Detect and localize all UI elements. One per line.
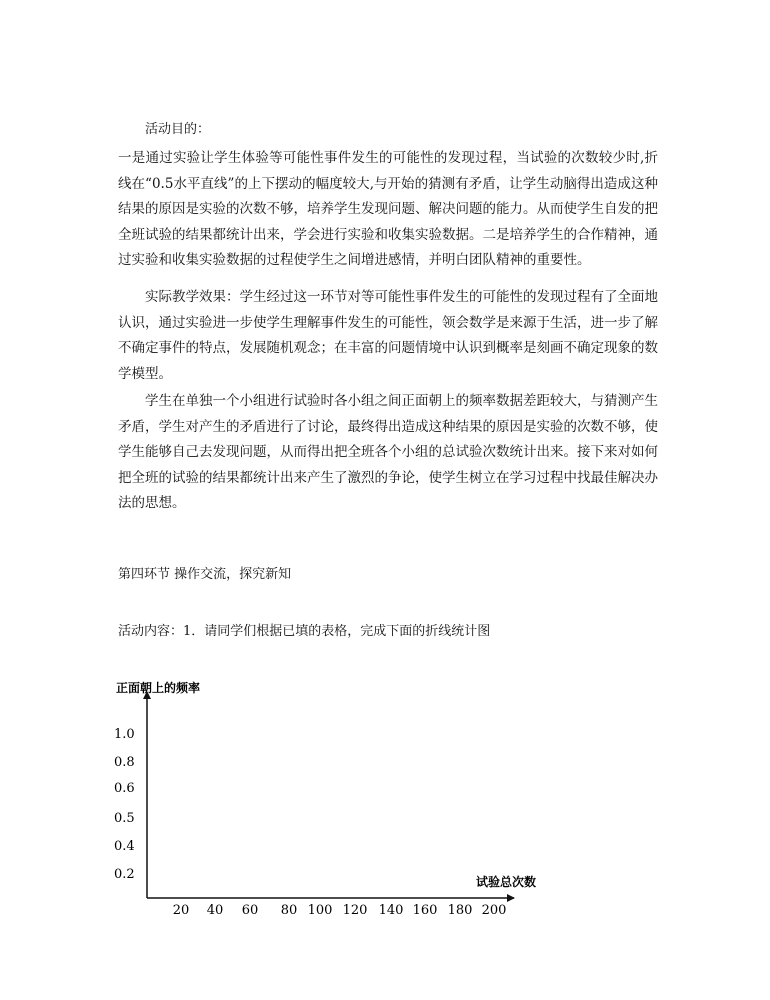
x-tick-label: 140 — [378, 903, 404, 918]
x-tick-label: 200 — [481, 903, 507, 918]
x-tick-label: 100 — [307, 903, 333, 918]
students-paragraph: 学生在单独一个小组进行试验时各小组之间正面朝上的频率数据差距较大，与猜测产生矛盾，学生对产生的矛盾进行了讨论，最终得出造成这种结果的原因是实验的次数不够，使学生能够自己去发现问题，从而得出把全班各个小组的总试验次数统计出来。接下来对如何把全班的试验的结果都统计出来产生了激烈的争论，使学生树立在学习过程中找最佳解决办法的思想。 — [118, 393, 658, 512]
line-chart — [100, 670, 560, 930]
x-tick-label: 160 — [412, 903, 438, 918]
section-title: 第四环节 操作交流，探究新知 — [118, 567, 292, 582]
y-tick-label: 0.2 — [114, 867, 135, 882]
goal-paragraph-block — [118, 146, 658, 274]
goal-paragraph: 一是通过实验让学生体验等可能性事件发生的可能性的发现过程，当试验的次数较少时,折线在“0.5水平直线”的上下摆动的幅度较大,与开始的猜测有矛盾，让学生动脑得出造成这种结果的原因是实验的次数不够，培养学生发现问题、解决问题的能力。从而使学生自发的把全班试验的结果都统计出来，学会进行实验和收集实验数据。二是培养学生的合作精神，通过实验和收集实验数据的过程使学生之间增进感情，并明白团队精神的重要性。 — [118, 150, 658, 269]
y-tick-label: 0.4 — [114, 839, 135, 854]
effect-paragraph-block — [118, 285, 658, 387]
y-tick-label: 0.6 — [114, 781, 135, 796]
x-tick-label: 20 — [172, 903, 190, 918]
effect-paragraph: 实际教学效果：学生经过这一环节对等可能性事件发生的可能性的发现过程有了全面地认识，通过实验进一步使学生理解事件发生的可能性，领会数学是来源于生活，进一步了解不确定事件的特点，发展随机观念；在丰富的问题情境中认识到概率是刻画不确定现象的数学模型。 — [118, 289, 658, 382]
x-tick-label: 120 — [342, 903, 368, 918]
y-tick-label: 1.0 — [114, 727, 135, 742]
activity-content: 活动内容：1．请同学们根据已填的表格，完成下面的折线统计图 — [118, 624, 491, 639]
x-tick-label: 180 — [447, 903, 473, 918]
y-axis-label: 正面朝上的频率 — [116, 681, 201, 695]
x-tick-label: 60 — [241, 903, 259, 918]
activity-goal-title: 活动目的： — [145, 122, 211, 137]
x-tick-labels — [173, 903, 507, 918]
y-tick-label: 0.8 — [114, 755, 135, 770]
y-tick-label: 0.5 — [114, 811, 135, 826]
x-tick-label: 80 — [280, 903, 298, 918]
y-tick-labels — [114, 727, 135, 882]
x-axis-label: 试验总次数 — [476, 875, 537, 889]
x-tick-label: 40 — [206, 903, 224, 918]
students-paragraph-block — [118, 389, 658, 517]
